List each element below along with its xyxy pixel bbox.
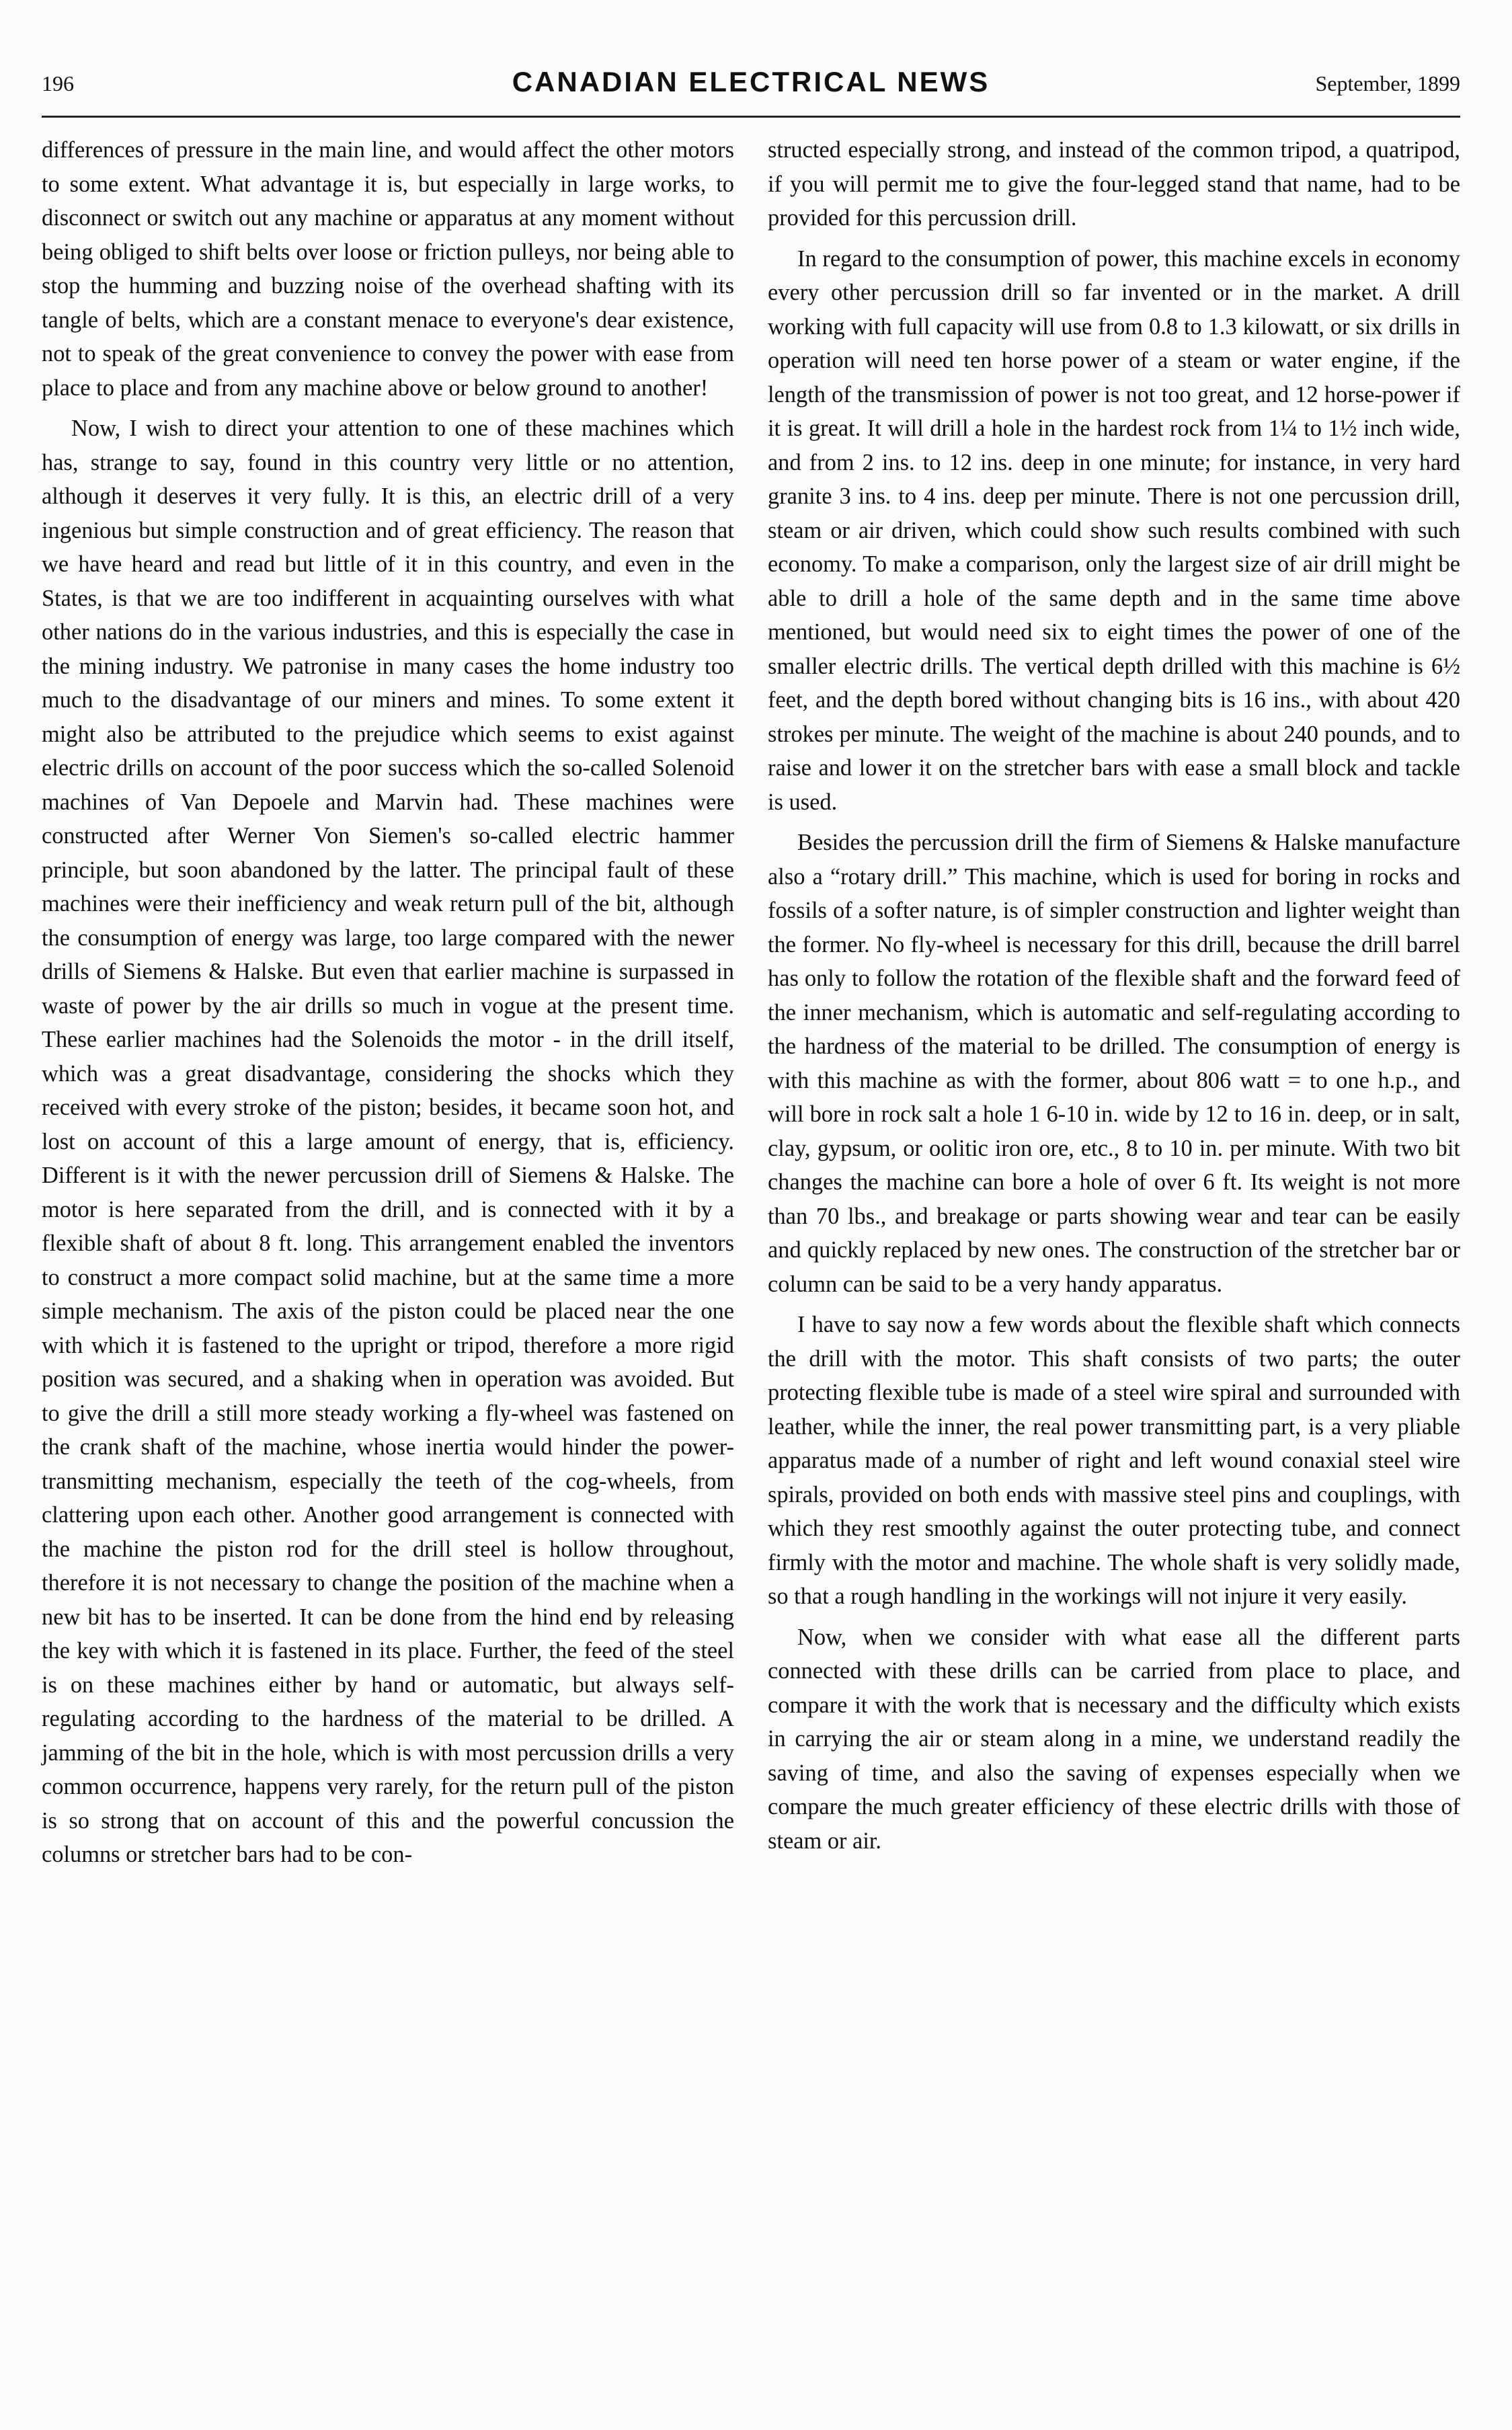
journal-title: CANADIAN ELECTRICAL NEWS xyxy=(512,66,990,97)
header-rule xyxy=(42,116,1460,118)
paragraph: Besides the percussion drill the firm of Siemens & Halske manufacture also a “rotary drill.” This machine, which is used for boring in rocks and fossils of a softer nature, is of simpler construction and lighter weight than the former. No fly-wheel is necessary for this drill, because the drill barrel has only to follow the rotation of the flexible shaft and the forward feed of the inner mechanism, which is automatic and self-regulating according to the hardness of the material to be drilled. The consumption of energy is with this machine as with the former, about 806 watt = to one h.p., and will bore in rock salt a hole 1 6-10 in. wide by 12 to 16 in. deep, or in salt, clay, gypsum, or oolitic iron ore, etc., 8 to 10 in. per minute. With two bit changes the machine can bore a hole of over 6 ft. Its weight is not more than 70 lbs., and breakage or parts showing wear and tear can be easily and quickly replaced by new ones. The construction of the stretcher bar or column can be said to be a very handy apparatus. xyxy=(768,830,1460,1297)
issue-date: September, 1899 xyxy=(1315,71,1460,95)
paragraph: Now, I wish to direct your attention to one of these machines which has, strange to say, found in this country very little or no attention, although it deserves it very fully. It is this, an electric drill of a very ingenious but simple construction and of great efficiency. The reason that we have heard and read but little of it in this country, and even in the States, is that we are too indifferent in acquainting ourselves with what other nations do in the various industries, and this is especially the case in the mining industry. We patronise in many cases the home industry too much to the disadvantage of our miners and mines. To some extent it might also be attributed to the prejudice which seems to exist against electric drills on account of the poor success which the so-called Solenoid machines of Van Depoele and Marvin had. These machines were constructed after Werner Von Siemen's so-called electric hammer principle, but soon abandoned by the latter. The principal fault of these machines were their inefficiency and weak return pull of the bit, although the consumption of energy was large, too large compared with the newer drills of Siemens & Halske. But even that earlier machine is surpassed in waste of power by the air drills so much in vogue at the present time. These earlier machines had the Solenoids the motor - in the drill itself, which was a great disadvantage, considering the shocks which they received with every stroke of the piston; besides, it became soon hot, and lost on account of this a large amount of energy, that is, efficiency. Different is it with the newer percussion drill of Siemens & Halske. The motor is here separated from the drill, and is connected with it by a flexible shaft of about 8 ft. long. This arrangement enabled the inventors to construct a more compact solid machine, but at the same time a more simple mechanism. The axis of the piston could be placed near the one with which it is fastened to the upright or tripod, therefore a more rigid position was secured, and a shaking when in operation was avoided. But to give the drill a still more steady working a fly-wheel was fastened on the crank shaft of the machine, whose inertia would hinder the power-transmitting mechanism, especially the teeth of the cog-wheels, from clattering upon each other. Another good arrangement is connected with the machine the piston rod for the drill steel is hollow throughout, therefore it is not necessary to change the position of the machine when a new bit has to be inserted. It can be done from the hind end by releasing the key with which it is fastened in its place. Further, the feed of the steel is on these machines either by hand or automatic, but always self-regulating according to the hardness of the material to be drilled. A jamming of the bit in the hole, which is with most percussion drills a very common occurrence, happens very rarely, for the return pull of the piston is so strong that on account of this and the powerful concussion the columns or stretcher bars had to be con- xyxy=(42,416,734,1867)
page-number: 196 xyxy=(42,71,74,95)
left-column xyxy=(42,133,734,1879)
right-column xyxy=(768,133,1460,1865)
paragraph: differences of pressure in the main line, and would affect the other motors to some extent. What advantage it is, but especially in large works, to disconnect or switch out any machine or apparatus at any moment without being obliged to shift belts over loose or friction pulleys, nor being able to stop the humming and buzzing noise of the overhead shafting with its tangle of belts, which are a constant menace to everyone's dear existence, not to speak of the great convenience to convey the power with ease from place to place and from any machine above or below ground to another! xyxy=(42,137,734,401)
paragraph: Now, when we consider with what ease all the different parts connected with these drills can be carried from place to place, and compare it with the work that is necessary and the difficulty which exists in carrying the air or steam along in a mine, we understand readily the saving of time, and also the saving of expenses especially when we compare the much greater efficiency of these electric drills with those of steam or air. xyxy=(768,1624,1460,1854)
paragraph: I have to say now a few words about the flexible shaft which connects the drill with the motor. This shaft consists of two parts; the outer protecting flexible tube is made of a steel wire spiral and surrounded with leather, while the inner, the real power transmitting part, is a very pliable apparatus made of a number of right and left wound conaxial steel wire spirals, provided on both ends with massive steel pins and couplings, with which they rest smoothly against the outer protecting tube, and connect firmly with the motor and machine. The whole shaft is very solidly made, so that a rough handling in the workings will not injure it very easily. xyxy=(768,1312,1460,1609)
paragraph: In regard to the consumption of power, this machine excels in economy every other percussion drill so far invented or in the market. A drill working with full capacity will use from 0.8 to 1.3 kilowatt, or six drills in operation will need ten horse power of a steam or water engine, if the length of the transmission of power is not too great, and 12 horse-power if it is great. It will drill a hole in the hardest rock from 1¼ to 1½ inch wide, and from 2 ins. to 12 ins. deep in one minute; for instance, in very hard granite 3 ins. to 4 ins. deep per minute. There is not one percussion drill, steam or air driven, which could show such results combined with such economy. To make a comparison, only the largest size of air drill might be able to drill a hole of the same depth and in the same time above mentioned, but would need six to eight times the power of one of the smaller electric drills. The vertical depth drilled with this machine is 6½ feet, and the depth bored without changing bits is 16 ins., with about 420 strokes per minute. The weight of the machine is about 240 pounds, and to raise and lower it on the stretcher bars with ease a small block and tackle is used. xyxy=(768,245,1460,815)
paragraph: structed especially strong, and instead of the common tripod, a quatripod, if you will permit me to give the four-legged stand that name, had to be provided for this percussion drill. xyxy=(768,137,1460,231)
page-header xyxy=(42,66,1460,106)
